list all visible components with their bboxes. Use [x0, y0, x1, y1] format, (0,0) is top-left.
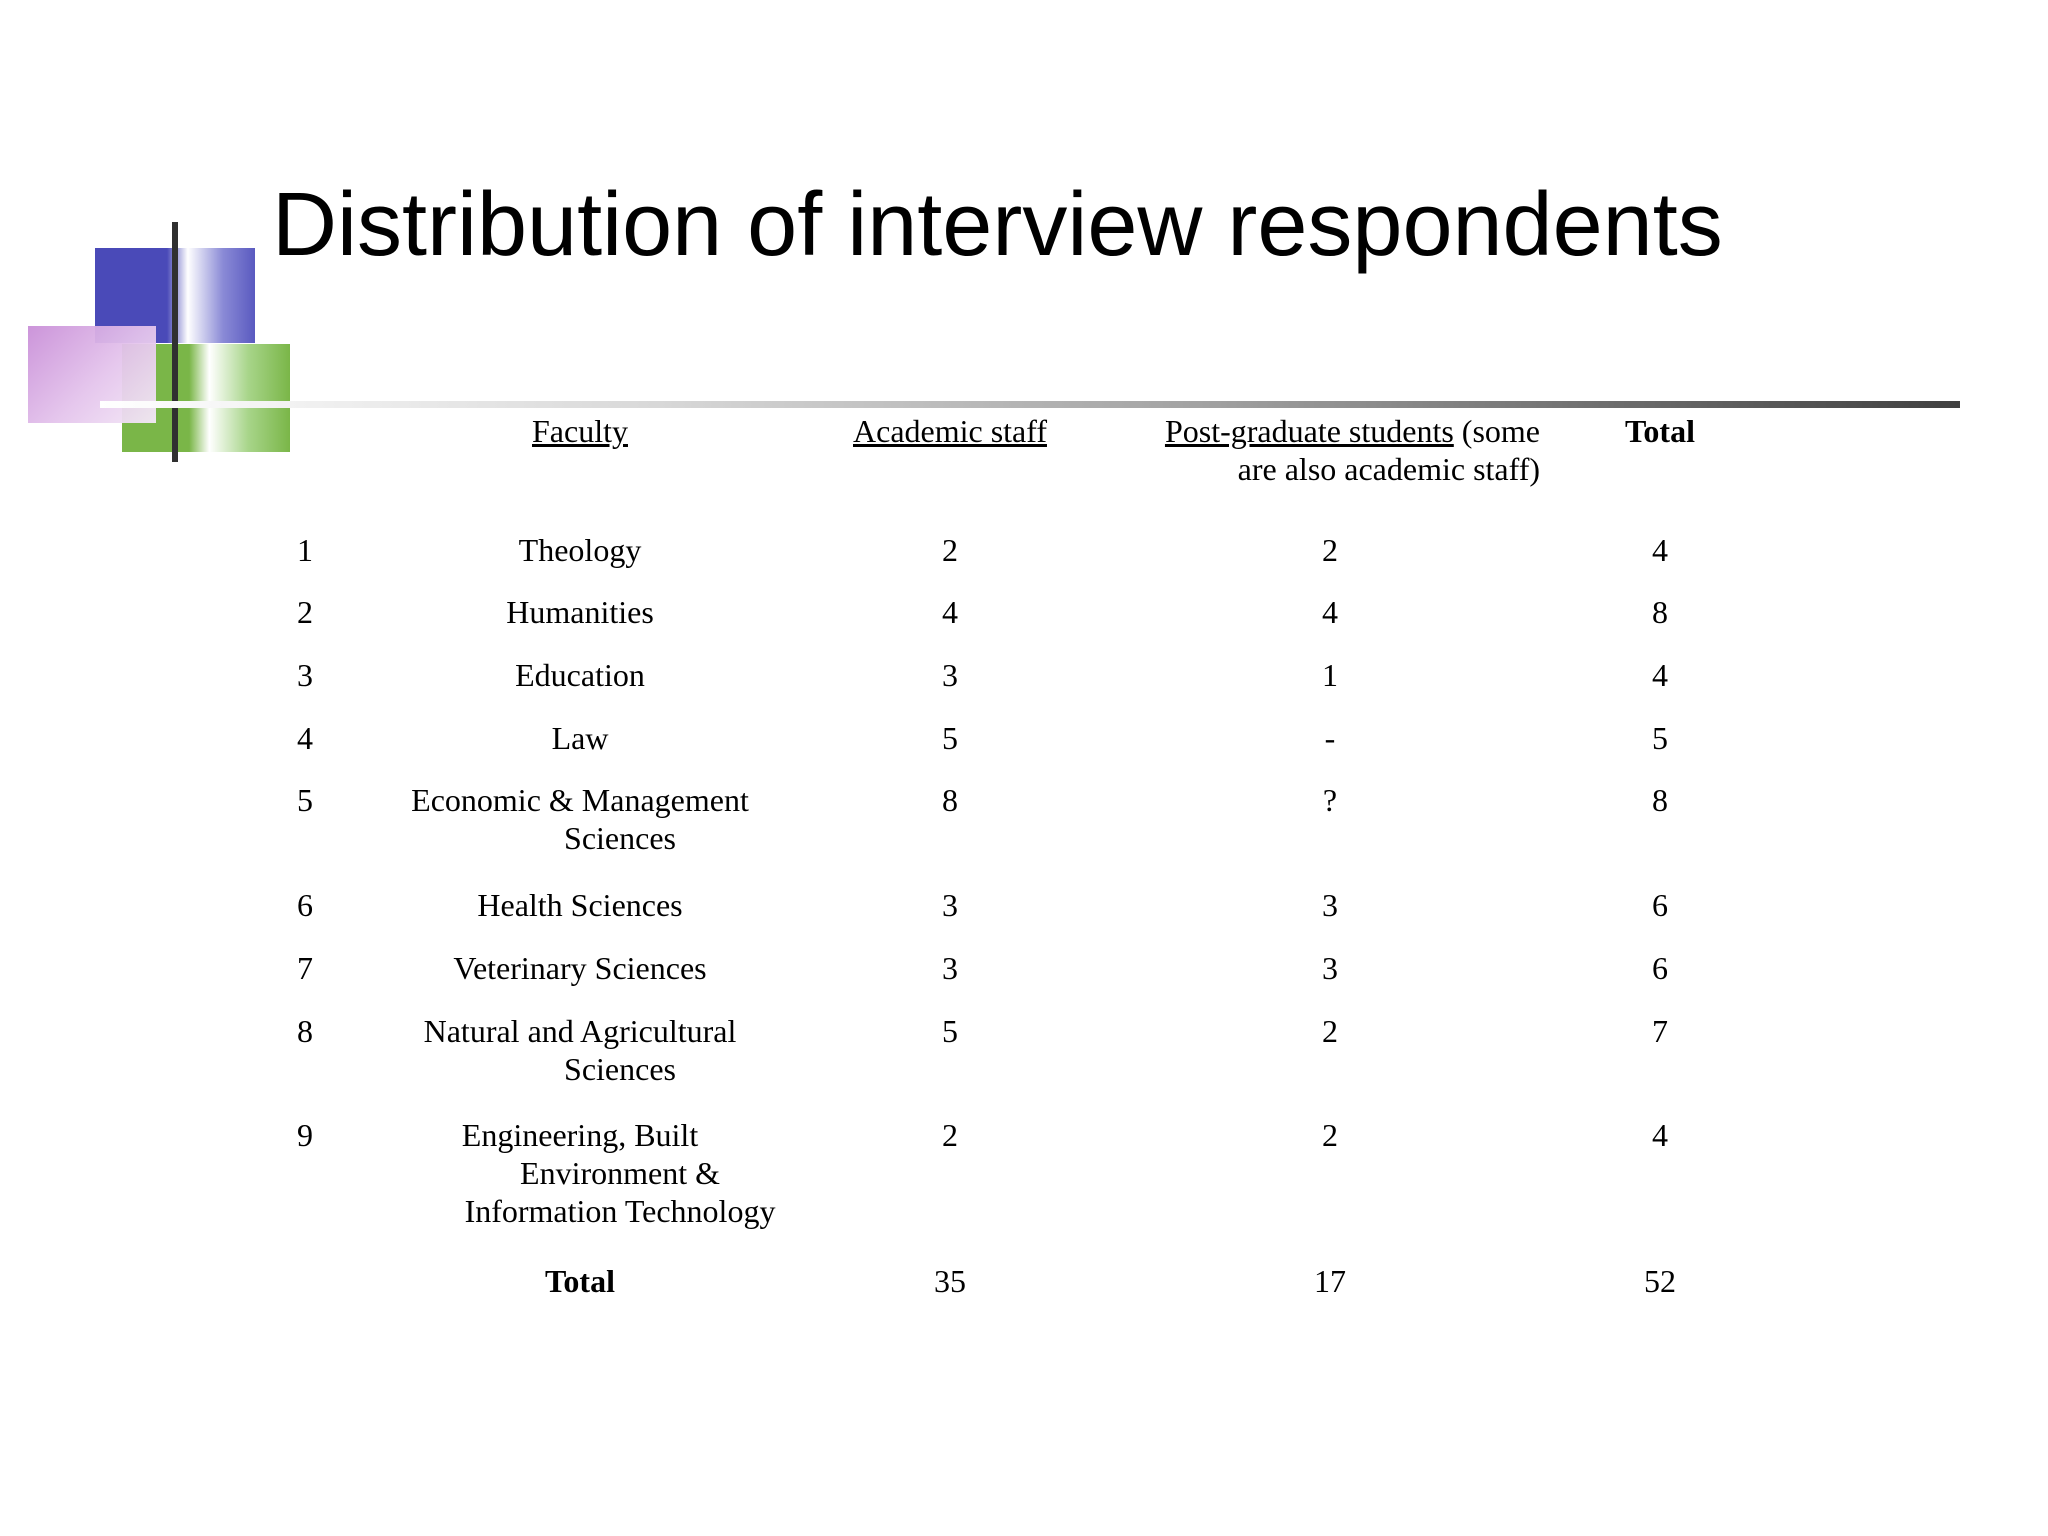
postgraduate-count: 2: [1322, 1117, 1338, 1153]
postgraduate-count: 4: [1322, 594, 1338, 630]
faculty-name: [380, 949, 780, 987]
row-total: 4: [1652, 532, 1668, 568]
faculty-name-line: Health Sciences: [477, 887, 683, 923]
title-underline-rule: [100, 401, 1960, 408]
postgraduate-count: 2: [1322, 532, 1338, 568]
row-total: 8: [1652, 594, 1668, 630]
header-postgraduate-note-1: (some: [1453, 413, 1540, 449]
faculty-name-line: Engineering, Built: [461, 1117, 699, 1153]
slide-title: Distribution of interview respondents: [272, 175, 1723, 275]
header-faculty: Faculty: [532, 413, 628, 449]
academic-staff-count: 8: [942, 782, 958, 818]
postgraduate-count: 3: [1322, 887, 1338, 923]
row-total: 8: [1652, 782, 1668, 818]
totals-academic-staff: 35: [934, 1263, 966, 1299]
postgraduate-count: -: [1324, 720, 1336, 756]
row-total: 4: [1652, 1117, 1668, 1153]
postgraduate-count: 3: [1322, 950, 1338, 986]
row-number: 1: [297, 532, 313, 568]
faculty-name: [380, 886, 780, 924]
row-number: 2: [297, 594, 313, 630]
faculty-name-line: Economic & Management: [411, 782, 749, 818]
postgraduate-count: ?: [1322, 782, 1338, 818]
header-postgraduate-label: Post-graduate students: [1164, 413, 1454, 449]
header-postgraduate-note-2: are also academic staff): [1237, 451, 1540, 487]
faculty-name-line: Veterinary Sciences: [453, 950, 707, 986]
faculty-name-line: Information Technology: [464, 1193, 776, 1229]
faculty-name: [380, 781, 780, 857]
header-total: Total: [1625, 413, 1695, 449]
academic-staff-count: 5: [942, 1013, 958, 1049]
faculty-name: [380, 656, 780, 694]
academic-staff-count: 3: [942, 950, 958, 986]
row-number: 7: [297, 950, 313, 986]
decorative-pink-square: [28, 326, 156, 423]
faculty-name-line: Education: [515, 657, 645, 693]
academic-staff-count: 3: [942, 887, 958, 923]
row-total: 5: [1652, 720, 1668, 756]
faculty-name-line: Sciences: [564, 820, 676, 856]
row-total: 7: [1652, 1013, 1668, 1049]
header-academic-staff: Academic staff: [853, 413, 1047, 449]
academic-staff-count: 2: [942, 532, 958, 568]
faculty-name: [380, 719, 780, 757]
decorative-vertical-bar: [172, 222, 178, 462]
grand-total: 52: [1644, 1263, 1676, 1299]
row-total: 4: [1652, 657, 1668, 693]
faculty-name-line: Environment &: [520, 1155, 720, 1191]
postgraduate-count: 1: [1322, 657, 1338, 693]
faculty-name: [380, 1012, 780, 1088]
totals-label: Total: [545, 1263, 615, 1299]
academic-staff-count: 2: [942, 1117, 958, 1153]
academic-staff-count: 3: [942, 657, 958, 693]
faculty-name-line: Natural and Agricultural: [423, 1013, 737, 1049]
row-number: 4: [297, 720, 313, 756]
academic-staff-count: 4: [942, 594, 958, 630]
row-number: 3: [297, 657, 313, 693]
faculty-name-line: Law: [551, 720, 609, 756]
row-total: 6: [1652, 887, 1668, 923]
faculty-name-line: Sciences: [564, 1051, 676, 1087]
faculty-name-line: Theology: [518, 532, 642, 568]
faculty-name: [380, 531, 780, 569]
faculty-name: [380, 1116, 780, 1230]
row-number: 5: [297, 782, 313, 818]
header-postgraduate-students: [1110, 412, 1540, 488]
postgraduate-count: 2: [1322, 1013, 1338, 1049]
row-number: 9: [297, 1117, 313, 1153]
academic-staff-count: 5: [942, 720, 958, 756]
totals-postgraduate: 17: [1314, 1263, 1346, 1299]
row-total: 6: [1652, 950, 1668, 986]
row-number: 8: [297, 1013, 313, 1049]
faculty-name-line: Humanities: [506, 594, 654, 630]
faculty-name: [380, 593, 780, 631]
row-number: 6: [297, 887, 313, 923]
